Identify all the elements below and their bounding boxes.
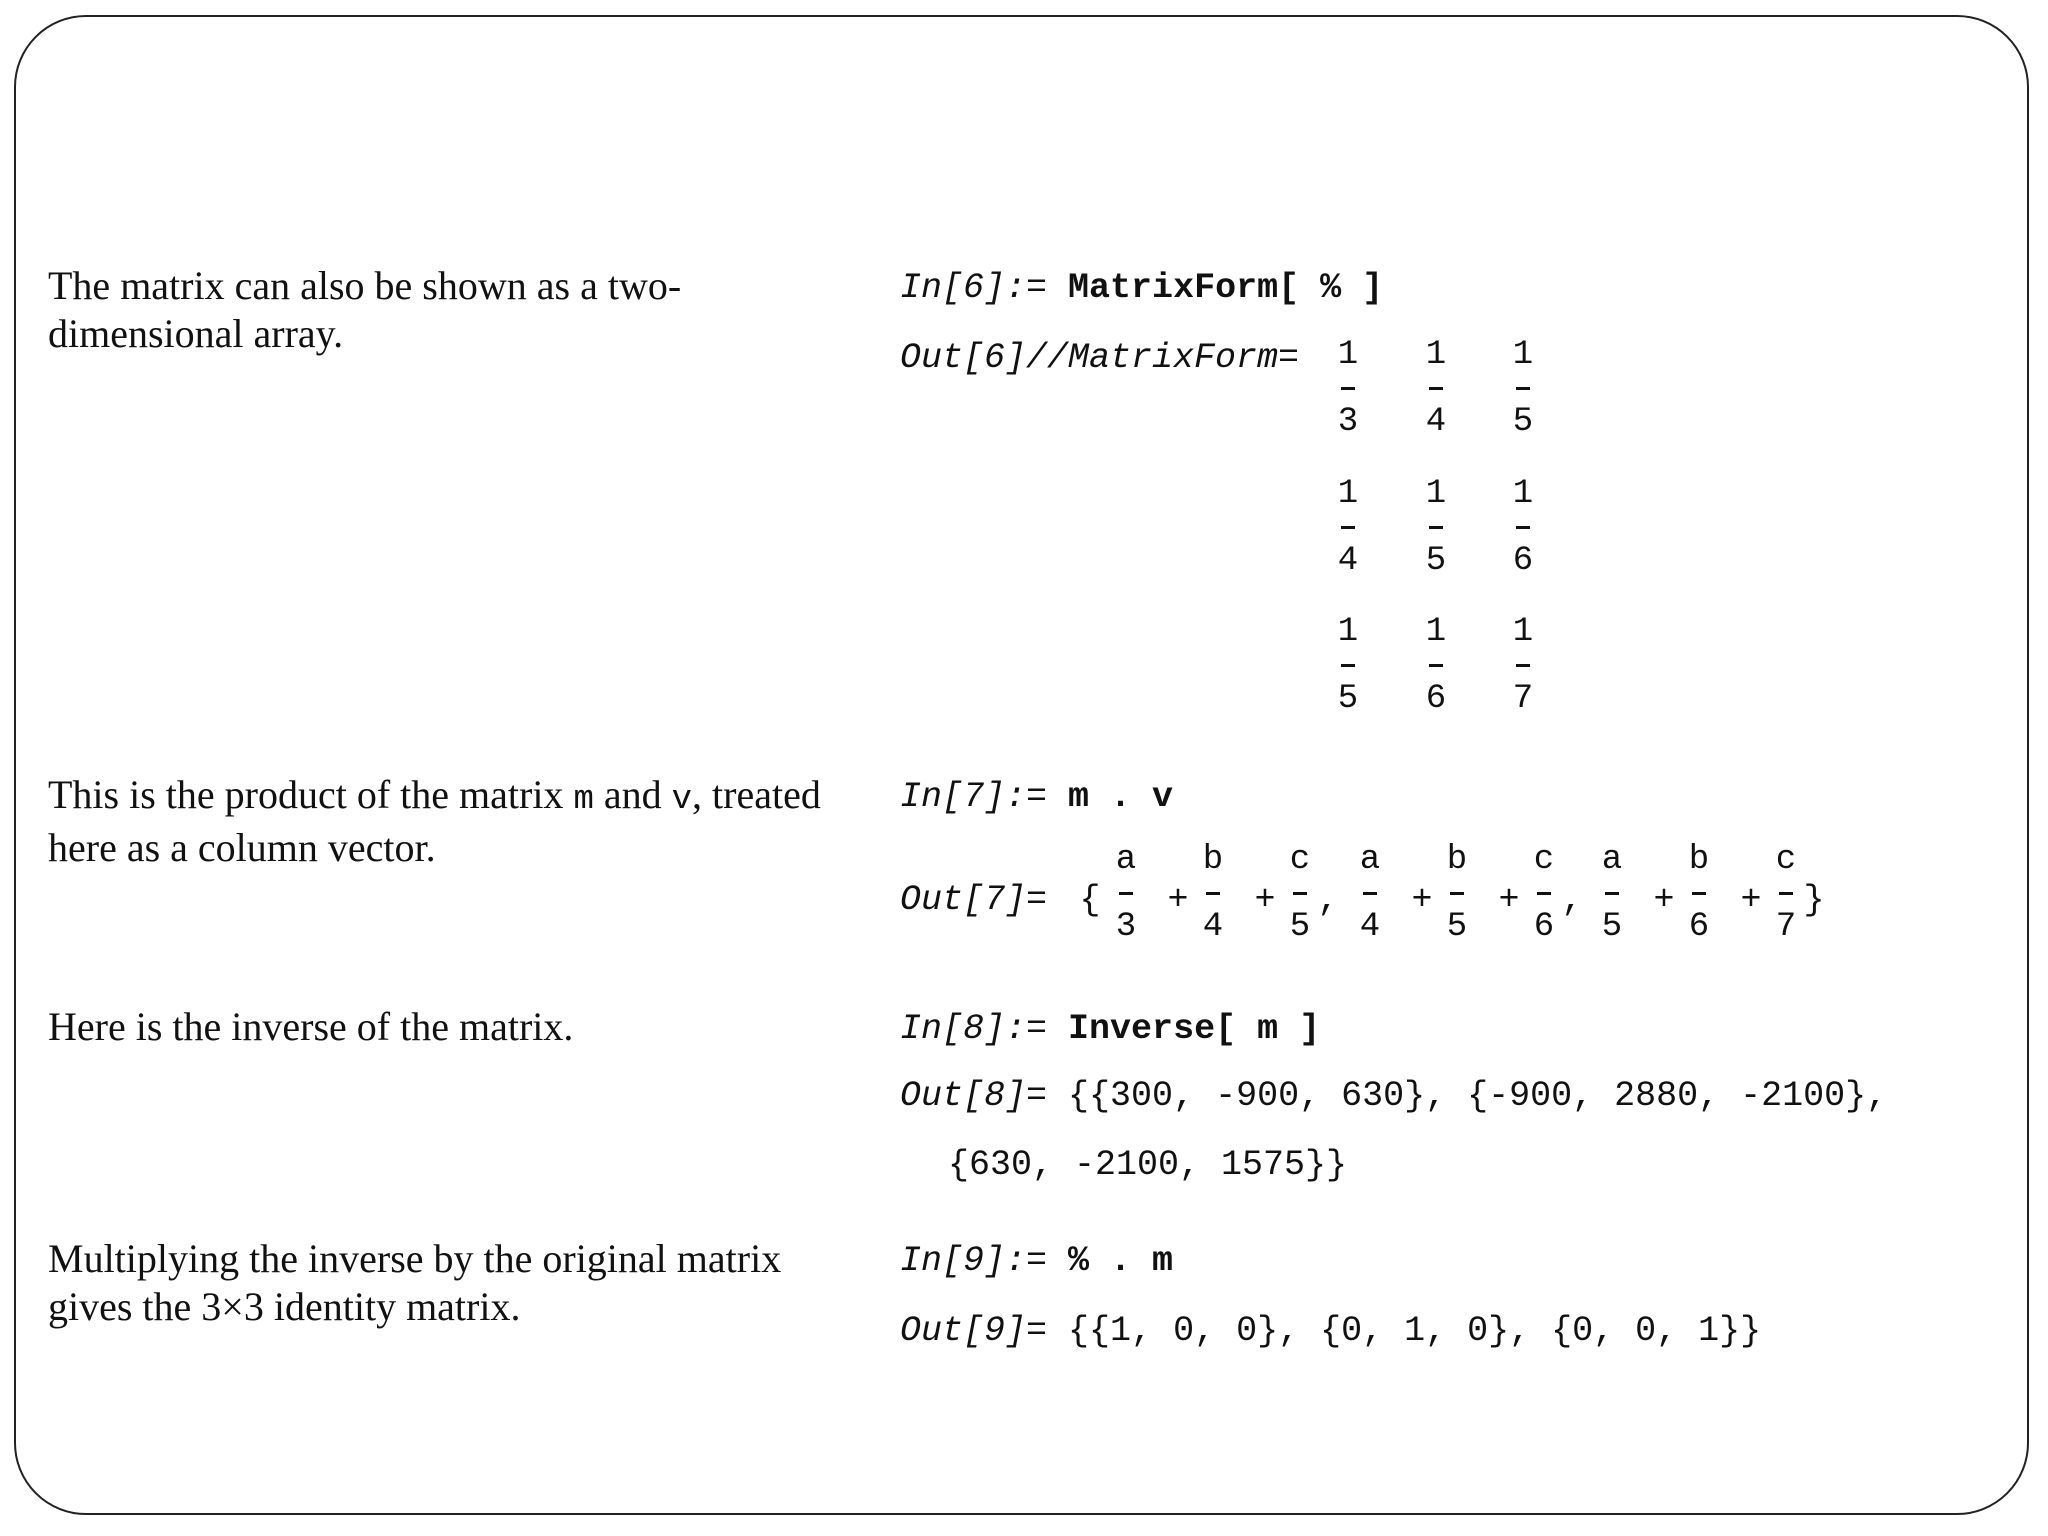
description-text: , treated here as a column vector. xyxy=(48,772,821,870)
input-label: In[9]:= xyxy=(900,1241,1048,1281)
fraction-denominator: 7 xyxy=(1775,908,1797,946)
input-line-8[interactable] xyxy=(900,1009,1320,1049)
matrix-entry xyxy=(1503,474,1543,581)
plus-sign: + xyxy=(1740,880,1762,920)
fraction-denominator: 4 xyxy=(1337,542,1359,580)
vector-term-fraction xyxy=(1766,840,1806,947)
fraction-bar xyxy=(1605,892,1619,895)
input-expression: m . v xyxy=(1068,777,1174,817)
output-label: Out[9]= xyxy=(900,1311,1048,1351)
fraction-bar xyxy=(1363,892,1377,895)
fraction-numerator: 1 xyxy=(1425,613,1447,651)
description-matrixform: The matrix can also be shown as a two-dimensional array. xyxy=(48,263,682,356)
fraction-bar xyxy=(1341,664,1355,667)
fraction-denominator: 6 xyxy=(1425,680,1447,718)
matrix-entry xyxy=(1503,335,1543,442)
fraction-numerator: 1 xyxy=(1512,336,1534,374)
fraction-numerator: b xyxy=(1202,841,1224,879)
description-code-v: v xyxy=(671,781,693,819)
vector-term-fraction xyxy=(1280,840,1320,947)
input-line-6[interactable] xyxy=(900,268,1383,308)
description-product xyxy=(48,771,848,872)
fraction-denominator: 5 xyxy=(1512,403,1534,441)
fraction-denominator: 5 xyxy=(1425,542,1447,580)
input-expression: MatrixForm[ % ] xyxy=(1068,268,1384,308)
fraction-denominator: 7 xyxy=(1512,680,1534,718)
fraction-numerator: a xyxy=(1115,841,1137,879)
vector-term-fraction xyxy=(1193,840,1233,947)
output-line-8 xyxy=(900,1076,1887,1116)
matrix-entry xyxy=(1503,612,1543,719)
output-label: Out[8]= xyxy=(900,1076,1048,1116)
vector-term-fraction xyxy=(1592,840,1632,947)
output-line-8-continued: {630, -2100, 1575}} xyxy=(948,1145,1348,1185)
matrix-entry xyxy=(1416,335,1456,442)
fraction-bar xyxy=(1341,387,1355,390)
fraction-bar xyxy=(1516,526,1530,529)
plus-sign: + xyxy=(1411,880,1433,920)
input-expression: Inverse[ m ] xyxy=(1068,1009,1321,1049)
close-brace: } xyxy=(1803,880,1825,920)
fraction-numerator: a xyxy=(1359,841,1381,879)
fraction-denominator: 4 xyxy=(1202,908,1224,946)
fraction-bar xyxy=(1341,526,1355,529)
fraction-denominator: 4 xyxy=(1359,908,1381,946)
fraction-bar xyxy=(1779,892,1793,895)
fraction-bar xyxy=(1293,892,1307,895)
output-text: {{300, -900, 630}, {-900, 2880, -2100}, xyxy=(1068,1076,1888,1116)
open-brace: { xyxy=(1079,880,1101,920)
fraction-bar xyxy=(1516,664,1530,667)
output-label: Out[6]//MatrixForm= xyxy=(900,338,1300,378)
fraction-numerator: 1 xyxy=(1512,475,1534,513)
matrix-entry xyxy=(1328,474,1368,581)
description-inverse: Here is the inverse of the matrix. xyxy=(48,1004,574,1049)
fraction-numerator: 1 xyxy=(1337,613,1359,651)
fraction-numerator: b xyxy=(1446,841,1468,879)
output-line-9 xyxy=(900,1311,1761,1351)
input-label: In[6]:= xyxy=(900,268,1048,308)
input-line-7[interactable] xyxy=(900,777,1173,817)
fraction-bar xyxy=(1692,892,1706,895)
fraction-bar xyxy=(1429,526,1443,529)
vector-term-fraction xyxy=(1437,840,1477,947)
vector-term-fraction xyxy=(1679,840,1719,947)
description-identity: Multiplying the inverse by the original matrix gives the 3×3 identity matrix. xyxy=(48,1236,782,1329)
output-text: {{1, 0, 0}, {0, 1, 0}, {0, 0, 1}} xyxy=(1068,1311,1762,1351)
fraction-bar xyxy=(1429,387,1443,390)
description-text: and xyxy=(603,772,662,817)
input-expression: % . m xyxy=(1068,1241,1174,1281)
plus-sign: + xyxy=(1498,880,1520,920)
fraction-numerator: 1 xyxy=(1337,475,1359,513)
description-code-m: m xyxy=(573,781,594,819)
fraction-numerator: c xyxy=(1775,841,1797,879)
fraction-numerator: a xyxy=(1601,841,1623,879)
vector-term-fraction xyxy=(1106,840,1146,947)
vector-term-fraction xyxy=(1524,840,1564,947)
fraction-denominator: 6 xyxy=(1512,542,1534,580)
matrix-entry xyxy=(1328,612,1368,719)
fraction-denominator: 5 xyxy=(1289,908,1311,946)
fraction-denominator: 3 xyxy=(1337,403,1359,441)
plus-sign: + xyxy=(1653,880,1675,920)
fraction-denominator: 5 xyxy=(1601,908,1623,946)
comma: , xyxy=(1561,880,1583,920)
plus-sign: + xyxy=(1167,880,1189,920)
input-line-9[interactable] xyxy=(900,1241,1173,1281)
fraction-numerator: 1 xyxy=(1425,336,1447,374)
fraction-numerator: c xyxy=(1533,841,1555,879)
output-label-6 xyxy=(900,338,1299,378)
comma: , xyxy=(1317,880,1339,920)
input-label: In[7]:= xyxy=(900,777,1048,817)
matrix-entry xyxy=(1416,612,1456,719)
fraction-bar xyxy=(1429,664,1443,667)
input-label: In[8]:= xyxy=(900,1009,1048,1049)
fraction-numerator: 1 xyxy=(1425,475,1447,513)
fraction-bar xyxy=(1119,892,1133,895)
fraction-denominator: 6 xyxy=(1688,908,1710,946)
plus-sign: + xyxy=(1254,880,1276,920)
fraction-numerator: b xyxy=(1688,841,1710,879)
matrix-entry xyxy=(1328,335,1368,442)
fraction-denominator: 5 xyxy=(1446,908,1468,946)
fraction-denominator: 3 xyxy=(1115,908,1137,946)
fraction-numerator: 1 xyxy=(1337,336,1359,374)
fraction-bar xyxy=(1206,892,1220,895)
output-label: Out[7]= xyxy=(900,880,1048,920)
fraction-bar xyxy=(1537,892,1551,895)
description-text: This is the product of the matrix xyxy=(48,772,564,817)
fraction-denominator: 4 xyxy=(1425,403,1447,441)
output-label-7 xyxy=(900,880,1047,920)
fraction-numerator: c xyxy=(1289,841,1311,879)
fraction-denominator: 6 xyxy=(1533,908,1555,946)
matrix-entry xyxy=(1416,474,1456,581)
fraction-bar xyxy=(1450,892,1464,895)
fraction-numerator: 1 xyxy=(1512,613,1534,651)
fraction-bar xyxy=(1516,387,1530,390)
vector-term-fraction xyxy=(1350,840,1390,947)
fraction-denominator: 5 xyxy=(1337,680,1359,718)
